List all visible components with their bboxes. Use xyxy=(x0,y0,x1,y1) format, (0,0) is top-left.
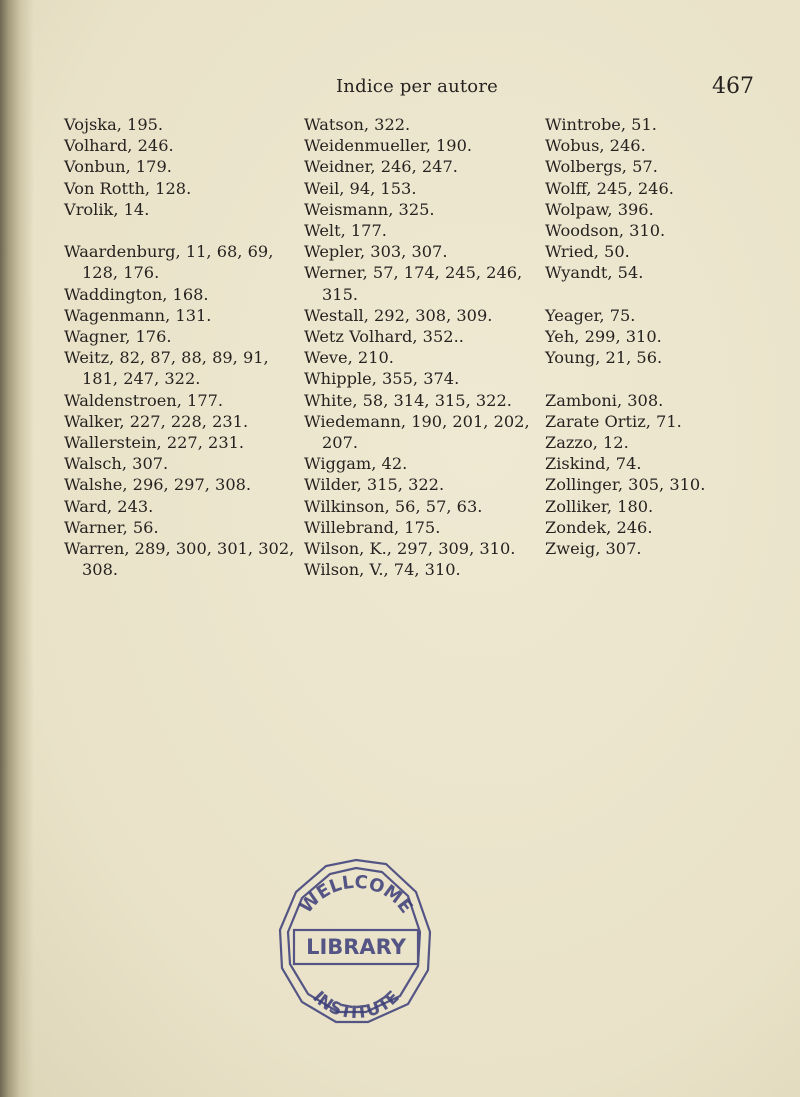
entry-line: Wilson, V., 74, 310. xyxy=(304,560,461,580)
index-entry xyxy=(64,199,289,220)
index-entry xyxy=(304,326,529,347)
index-entry xyxy=(304,559,529,580)
index-entry xyxy=(64,135,289,156)
entry-line: Weitz, 82, 87, 88, 89, 91, xyxy=(64,348,269,368)
index-entry xyxy=(304,241,529,262)
entry-continuation: 128, 176. xyxy=(82,263,160,283)
entry-line: Yeager, 75. xyxy=(545,305,636,325)
index-column-3 xyxy=(545,114,770,559)
entry-line: Welt, 177. xyxy=(304,221,387,241)
entry-line: Werner, 57, 174, 245, 246, xyxy=(304,263,523,283)
entry-line: Zarate Ortiz, 71. xyxy=(545,411,682,431)
entry-continuation: 207. xyxy=(322,433,359,453)
index-entry xyxy=(545,114,770,135)
index-entry xyxy=(304,453,529,474)
index-entry xyxy=(545,326,770,347)
group-spacer xyxy=(545,284,770,305)
entry-line: Walsch, 307. xyxy=(64,454,169,474)
entry-line: Wallerstein, 227, 231. xyxy=(64,433,245,453)
entry-line: Zazzo, 12. xyxy=(545,433,629,453)
index-entry xyxy=(545,262,770,283)
entry-line: Wried, 50. xyxy=(545,242,630,262)
entry-line: Wolff, 245, 246. xyxy=(545,178,674,198)
stamp-top-text: WELLCOME xyxy=(295,871,417,918)
index-entry xyxy=(64,538,295,580)
index-entry xyxy=(64,305,289,326)
entry-line: Wilson, K., 297, 309, 310. xyxy=(304,539,516,559)
entry-line: Wolpaw, 396. xyxy=(545,199,654,219)
entry-line: Wiggam, 42. xyxy=(304,454,408,474)
index-entry xyxy=(545,411,770,432)
index-entry xyxy=(64,241,289,283)
index-entry xyxy=(64,453,289,474)
entry-line: Vojska, 195. xyxy=(64,115,164,134)
entry-line: Willebrand, 175. xyxy=(304,517,441,537)
entry-line: Zamboni, 308. xyxy=(545,390,664,410)
stamp-middle-text: LIBRARY xyxy=(306,935,406,959)
entry-continuation: 181, 247, 322. xyxy=(82,369,201,389)
entry-line: Zweig, 307. xyxy=(545,539,642,559)
index-entry xyxy=(304,368,529,389)
index-column-2 xyxy=(304,114,529,580)
index-entry xyxy=(64,178,289,199)
index-entry xyxy=(545,241,770,262)
entry-line: Waardenburg, 11, 68, 69, xyxy=(64,242,274,262)
book-spine-shadow xyxy=(0,0,34,1097)
index-entry xyxy=(64,326,289,347)
index-entry xyxy=(304,199,529,220)
entry-line: Walker, 227, 228, 231. xyxy=(64,411,249,431)
entry-line: White, 58, 314, 315, 322. xyxy=(304,390,512,410)
entry-line: Waddington, 168. xyxy=(64,284,209,304)
index-entry xyxy=(304,114,529,135)
index-entry xyxy=(304,262,529,304)
entry-line: Whipple, 355, 374. xyxy=(304,369,460,389)
index-entry xyxy=(545,199,770,220)
index-entry xyxy=(304,135,529,156)
entry-line: Wetz Volhard, 352.. xyxy=(304,327,464,347)
entry-line: Waldenstroen, 177. xyxy=(64,390,224,410)
index-entry xyxy=(304,305,529,326)
index-entry xyxy=(64,114,289,135)
entry-line: Warren, 289, 300, 301, 302, xyxy=(64,539,295,559)
index-entry xyxy=(64,517,289,538)
entry-line: Young, 21, 56. xyxy=(545,348,663,368)
group-spacer xyxy=(64,220,289,241)
entry-line: Wyandt, 54. xyxy=(545,263,644,283)
index-entry xyxy=(64,347,289,389)
index-entry xyxy=(545,347,770,368)
entry-line: Westall, 292, 308, 309. xyxy=(304,305,493,325)
entry-line: Vonbun, 179. xyxy=(64,157,172,177)
entry-line: Zollinger, 305, 310. xyxy=(545,475,706,495)
entry-line: Ward, 243. xyxy=(64,496,154,516)
index-entry xyxy=(304,538,529,559)
index-entry xyxy=(64,284,289,305)
index-entry xyxy=(545,156,770,177)
index-column-1 xyxy=(64,114,295,580)
index-entry xyxy=(64,411,289,432)
entry-continuation: 315. xyxy=(322,284,359,304)
entry-continuation: 308. xyxy=(82,560,119,580)
entry-line: Weil, 94, 153. xyxy=(304,178,417,198)
index-entry xyxy=(545,474,770,495)
entry-line: Wagner, 176. xyxy=(64,327,172,347)
entry-line: Yeh, 299, 310. xyxy=(545,327,662,347)
entry-line: Wolbergs, 57. xyxy=(545,157,658,177)
index-entry xyxy=(64,432,289,453)
index-entry xyxy=(545,305,770,326)
entry-line: Weve, 210. xyxy=(304,348,394,368)
entry-line: Wilder, 315, 322. xyxy=(304,475,445,495)
index-entry xyxy=(545,538,770,559)
group-spacer xyxy=(545,368,770,389)
page-header xyxy=(0,72,800,102)
index-entry xyxy=(545,390,770,411)
index-entry xyxy=(64,474,289,495)
entry-line: Wobus, 246. xyxy=(545,136,646,156)
entry-line: Vrolik, 14. xyxy=(64,199,150,219)
index-entry xyxy=(545,432,770,453)
index-entry xyxy=(304,178,529,199)
page-number: 467 xyxy=(712,74,754,99)
entry-line: Woodson, 310. xyxy=(545,221,666,241)
index-entry xyxy=(545,135,770,156)
index-entry xyxy=(64,156,289,177)
entry-line: Wagenmann, 131. xyxy=(64,305,212,325)
index-entry xyxy=(304,220,529,241)
entry-line: Ziskind, 74. xyxy=(545,454,642,474)
index-entry xyxy=(64,496,289,517)
entry-line: Warner, 56. xyxy=(64,517,159,537)
index-entry xyxy=(545,178,770,199)
index-entry xyxy=(304,496,529,517)
index-entry xyxy=(545,517,770,538)
index-entry xyxy=(304,411,529,453)
entry-line: Volhard, 246. xyxy=(64,136,174,156)
entry-line: Von Rotth, 128. xyxy=(64,178,192,198)
entry-line: Zondek, 246. xyxy=(545,517,653,537)
entry-line: Walshe, 296, 297, 308. xyxy=(64,475,252,495)
entry-line: Weismann, 325. xyxy=(304,199,435,219)
running-title: Indice per autore xyxy=(336,76,498,97)
index-entry xyxy=(545,453,770,474)
index-entry xyxy=(545,220,770,241)
entry-line: Watson, 322. xyxy=(304,115,411,134)
stamp-bottom-text: INSTITUTE xyxy=(308,987,404,1024)
entry-line: Wintrobe, 51. xyxy=(545,115,657,134)
library-stamp xyxy=(268,852,444,1028)
entry-line: Wiedemann, 190, 201, 202, xyxy=(304,411,530,431)
index-entry xyxy=(304,156,529,177)
index-entry xyxy=(64,390,289,411)
entry-line: Zolliker, 180. xyxy=(545,496,654,516)
entry-line: Wilkinson, 56, 57, 63. xyxy=(304,496,483,516)
index-entry xyxy=(304,347,529,368)
index-entry xyxy=(304,474,529,495)
index-entry xyxy=(545,496,770,517)
index-entry xyxy=(304,390,529,411)
index-entry xyxy=(304,517,529,538)
entry-line: Wepler, 303, 307. xyxy=(304,242,448,262)
entry-line: Weidner, 246, 247. xyxy=(304,157,458,177)
entry-line: Weidenmueller, 190. xyxy=(304,136,473,156)
